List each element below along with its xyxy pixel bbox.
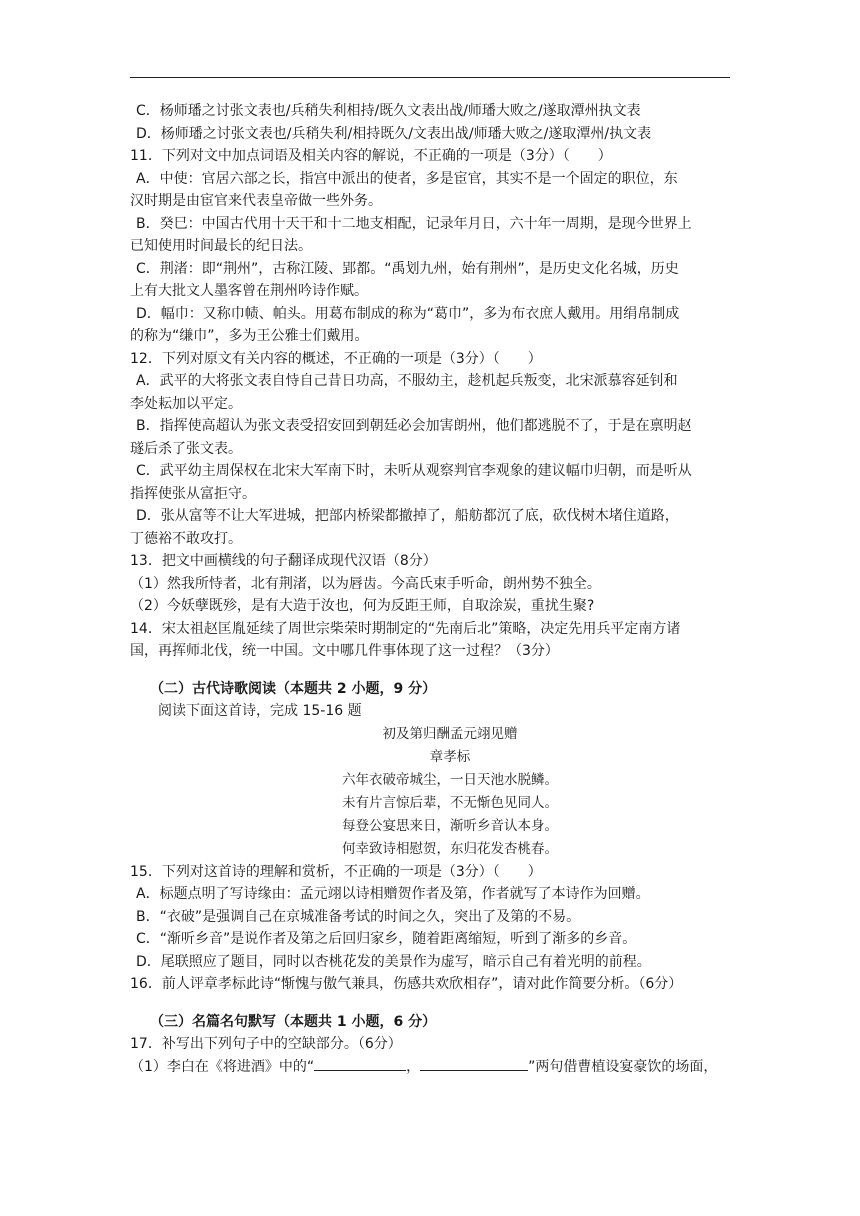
q17-sentence-1 <box>130 1056 730 1079</box>
poem-line-2: 未有片言惊后辈，不无惭色见同人。 <box>342 794 558 811</box>
q12-option-a: A．武平的大将张文表自恃自己昔日功高，不服幼主，趁机起兵叛变，北宋派慕容延钊和 <box>136 373 678 389</box>
q12-option-d-cont: 丁德裕不敢攻打。 <box>130 530 242 547</box>
section2-title: （二）古代诗歌阅读（本题共 2 小题，9 分） <box>150 680 437 697</box>
q14-stem-cont: 国，再挥师北伐，统一中国。文中哪几件事体现了这一过程？（3分） <box>130 643 559 659</box>
q15-option-c: C．“渐听乡音”是说作者及第之后回归家乡，随着距离缩短，听到了渐多的乡音。 <box>136 931 637 947</box>
q12-option-b-cont: 璲后杀了张文表。 <box>130 440 242 457</box>
section2-instruction: 阅读下面这首诗，完成 15-16 题 <box>158 703 362 719</box>
q17-s1-prefix: （1）李白在《将进酒》中的“ <box>130 1058 315 1075</box>
q11-stem: 11．下列对文中加点词语及相关内容的解说，不正确的一项是（3分）（ ） <box>130 148 612 164</box>
q17-stem: 17．补写出下列句子中的空缺部分。（6分） <box>130 1036 402 1052</box>
q13-sentence-2: （2）今妖孽既殄，是有大造于汝也，何为反距王师，自取涂炭，重扰生聚? <box>130 598 595 614</box>
q11-option-a: A．中使：官居六部之长，指宫中派出的使者，多是宦官，其实不是一个固定的职位，东 <box>136 170 678 187</box>
q14-stem: 14．宋太祖赵匡胤延续了周世宗柴荣时期制定的“先南后北”策略，决定先用兵平定南方诸 <box>130 620 681 637</box>
q11-option-b: B．癸巳：中国古代用十天干和十二地支相配，记录年月日，六十年一周期，是现今世界上 <box>136 215 692 232</box>
header-rule <box>130 77 730 78</box>
poem-line-1: 六年衣破帝城尘，一日天池水脱鳞。 <box>342 771 558 788</box>
section3-title: （三）名篇名句默写（本题共 1 小题，6 分） <box>150 1013 437 1030</box>
q11-option-d: D．幅巾：又称巾帻、帕头。用葛布制成的称为“葛巾”，多为布衣庶人戴用。用绢帛制成 <box>136 305 680 322</box>
q11-option-a-cont: 汉时期是由宦官来代表皇帝做一些外务。 <box>130 193 382 209</box>
q10-option-c: C．杨师璠之讨张文表也/兵稍失利相持/既久文表出战/师璠大败之/遂取潭州执文表 <box>136 103 641 119</box>
q12-option-b: B．指挥使高超认为张文表受招安回到朝廷必会加害朗州，他们都逃脱不了，于是在禀明赵 <box>136 418 692 434</box>
q15-option-d: D．尾联照应了题目，同时以杏桃花发的美景作为虚写，暗示自己有着光明的前程。 <box>136 953 651 970</box>
q11-option-d-cont: 的称为“缣巾”，多为王公雅士们戴用。 <box>130 328 369 344</box>
q17-s1-suffix: ”两句借曹植设宴豪饮的场面， <box>528 1058 718 1075</box>
poem-line-3: 每登公宴思来日，渐听乡音认本身。 <box>342 817 558 834</box>
q12-option-a-cont: 李处耘加以平定。 <box>130 395 242 412</box>
poem-line-4: 何幸致诗相慰贺，东归花发杏桃春。 <box>342 840 558 857</box>
q11-option-b-cont: 已知使用时间最长的纪日法。 <box>130 238 312 254</box>
q15-stem: 15．下列对这首诗的理解和赏析，不正确的一项是（3分）（ ） <box>130 863 542 880</box>
q13-sentence-1: （1）然我所恃者，北有荆渚，以为唇齿。今高氏束手听命，朗州势不独全。 <box>130 575 601 592</box>
q15-option-b: B．“衣破”是强调自己在京城准备考试的时间之久，突出了及第的不易。 <box>136 908 581 925</box>
q11-option-c-cont: 上有大批文人墨客曾在荆州吟诗作赋。 <box>130 283 368 299</box>
q12-option-d: D．张从富等不让大军进城，把部内桥梁都撤掉了，船舫都沉了底，砍伐树木堵住道路， <box>136 508 679 524</box>
q12-stem: 12．下列对原文有关内容的概述，不正确的一项是（3分）（ ） <box>130 350 542 367</box>
q11-option-c: C．荆渚：即“荆州”，古称江陵、郢都。“禹划九州，始有荆州”，是历史文化名城，历史 <box>136 260 679 277</box>
q12-option-c: C．武平幼主周保权在北宋大军南下时，未听从观察判官李观象的建议幅巾归朝，而是听从 <box>136 463 692 479</box>
q15-option-a: A．标题点明了写诗缘由：孟元翊以诗相赠贺作者及第，作者就写了本诗作为回赠。 <box>136 886 650 902</box>
q13-stem: 13．把文中画横线的句子翻译成现代汉语（8分） <box>130 553 437 569</box>
q17-s1-separator: ， <box>406 1058 421 1075</box>
q12-option-c-cont: 指挥使张从富拒守。 <box>130 485 256 502</box>
exam-page-content <box>130 100 730 1078</box>
poem-title: 初及第归酬孟元翊见赠 <box>382 725 518 742</box>
q16-stem: 16．前人评章孝标此诗“惭愧与傲气兼具，伤感共欢欣相存”，请对此作简要分析。（6分） <box>130 976 683 992</box>
q10-option-d: D．杨师璠之讨张文表也/兵稍失利/相持既久/文表出战/师璠大败之/遂取潭州/执文表 <box>136 125 652 142</box>
answer-blank-1[interactable] <box>314 1056 406 1071</box>
poem-author: 章孝标 <box>429 748 471 765</box>
answer-blank-2[interactable] <box>420 1056 528 1071</box>
